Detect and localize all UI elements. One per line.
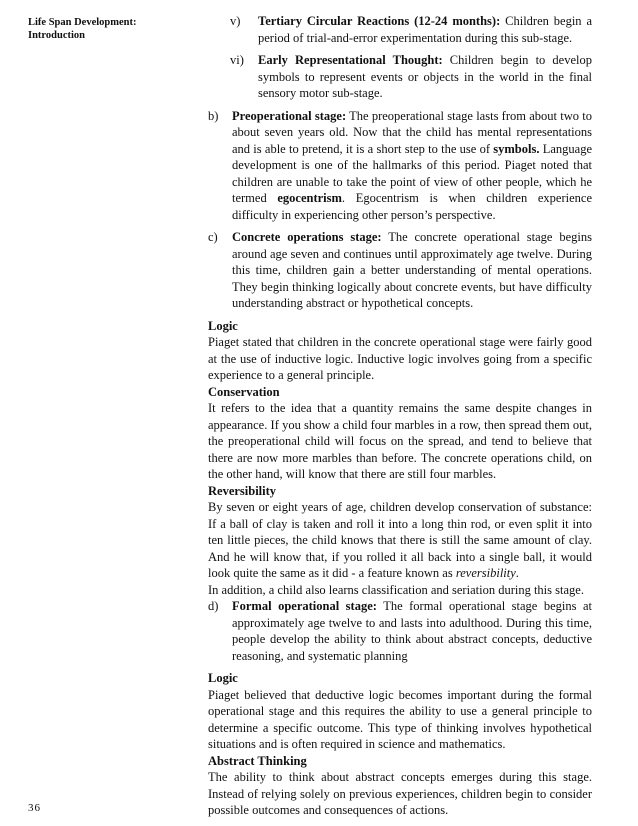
paragraph-conservation: It refers to the idea that a quantity remains the same despite changes in appearance. If you show a child four marbles in a row, then spread them out, the preoperational child will focus on the spread, and tend to believe that there are now more marbles than before. The concrete operations child, on the other hand, will know that there are still four marbles.: [208, 401, 592, 481]
sub-stage-item: [208, 13, 592, 46]
header-title: Life Span Development:: [28, 17, 137, 28]
sub-stage-term: Tertiary Circular Reactions (12-24 months):: [258, 14, 501, 28]
stage-description: Language development is one of the hallmarks of this period. Piaget noted that children are unable to take the point of view of other people, which he termed: [232, 141, 592, 205]
stage-term: Preoperational stage:: [232, 108, 347, 123]
stage-text: [232, 598, 592, 664]
key-term-egocentrism: egocentrism: [277, 191, 342, 205]
stage-description: The preoperational stage lasts from about two to about seven years old. Now that the child has mental representations and is able to pretend, it is a short step to the use of: [232, 108, 592, 156]
page-number: 36: [28, 802, 41, 814]
main-content: [208, 13, 592, 819]
key-term-symbols: symbols.: [493, 141, 540, 156]
section-heading-logic: Logic: [208, 671, 238, 685]
stage-text: [232, 229, 592, 312]
stage-item-concrete: [208, 229, 592, 312]
stage-number: d): [208, 599, 219, 613]
sub-stage-text: [258, 52, 592, 102]
key-term-reversibility: reversibility: [455, 566, 516, 580]
stage-description: The concrete operational stage begins around age seven and continues until approximately age twelve. During this time, children gain a better understanding of mental operations. They begin thinking logically about concrete events, but have difficulty understanding abstract or hypothetical concepts.: [232, 230, 592, 310]
stage-term: Formal operational stage:: [232, 599, 377, 613]
stage-text: [232, 108, 592, 224]
header-subtitle: Introduction: [28, 30, 85, 41]
stage-item-preoperational: [208, 108, 592, 224]
section-heading-conservation: Conservation: [208, 384, 280, 399]
section-heading-reversibility: Reversibility: [208, 483, 277, 498]
sub-stage-text: [258, 13, 592, 46]
paragraph-deductive-logic: Piaget believed that deductive logic becomes important during the formal operational stage and this requires the ability to use a general principle to determine a specific outcome. This type of thinking involves hypothetical situations and is often required in science and mathematics.: [208, 687, 592, 751]
stage-number: b): [208, 108, 219, 123]
section-heading-logic: Logic: [208, 318, 238, 333]
paragraph-reversibility: [208, 499, 592, 582]
sub-stage-description: Children begin a period of trial-and-error experimentation during this sub-stage.: [258, 14, 592, 45]
sub-stage-term: Early Representational Thought:: [258, 53, 443, 67]
sub-stage-number: vi): [230, 53, 244, 67]
stage-item-formal: [208, 598, 592, 664]
stage-number: c): [208, 230, 218, 244]
sub-stage-number: v): [230, 14, 241, 28]
paragraph-text: By seven or eight years of age, children develop conservation of substance: If a ball of clay is taken and roll it into a long thin rod, or even split it into ten little pieces, the child knows that there is still the same amount of clay. And he will know that, if you rolled it all back into a single ball, it would look quite the same as it did - a feature known as: [208, 500, 592, 580]
sub-stage-description: Children begin to develop symbols to represent events or objects in the world in the final sensory motor sub-stage.: [258, 53, 592, 100]
stage-term: Concrete operations stage:: [232, 230, 382, 244]
running-header: [28, 16, 137, 42]
stage-description: The formal operational stage begins at approximately age twelve to and lasts into adulthood. During this time, people develop the ability to think about abstract concepts, deductive reasoning, and systematic planning: [232, 599, 593, 663]
paragraph-text: .: [515, 566, 519, 580]
stage-description: . Egocentrism is when children experience difficulty in experiencing other person’s perspective.: [232, 191, 592, 222]
section-heading-abstract-thinking: Abstract Thinking: [208, 753, 307, 768]
paragraph-addition: In addition, a child also learns classification and seriation during this stage.: [208, 582, 584, 597]
sub-stage-item: [208, 52, 592, 102]
paragraph-logic: Piaget stated that children in the concrete operational stage were fairly good at the use of inductive logic. Inductive logic involves going from a specific experience to a general principle.: [208, 335, 592, 382]
paragraph-abstract-thinking: The ability to think about abstract concepts emerges during this stage. Instead of relying solely on previous experiences, children begin to consider possible outcomes and consequences of actions.: [208, 770, 592, 817]
